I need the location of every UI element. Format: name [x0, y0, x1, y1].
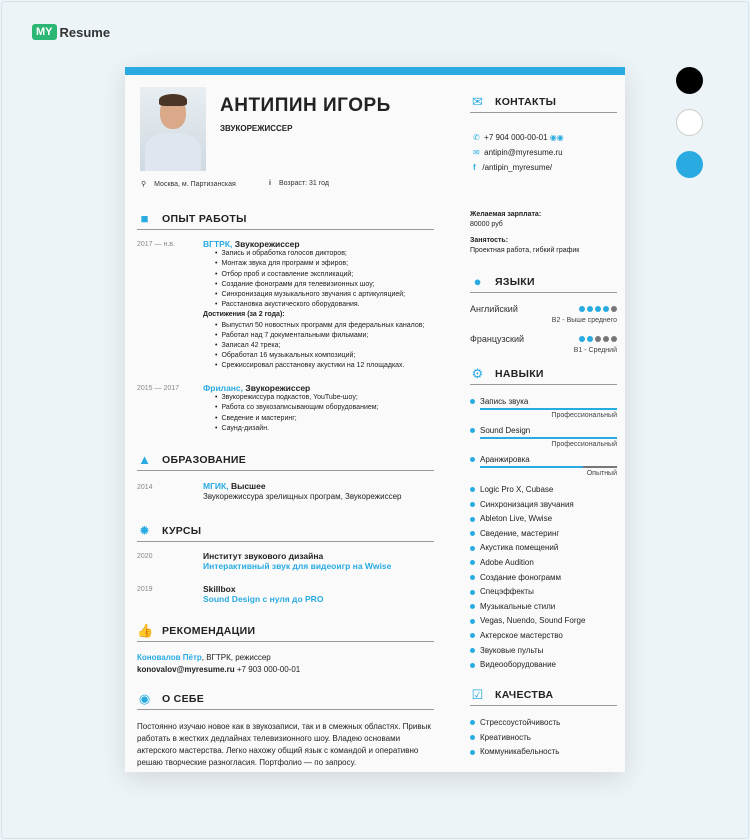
language-item — [470, 304, 617, 324]
graduation-cap-icon: ▲ — [138, 452, 151, 467]
language-level: B1 - Средний — [573, 347, 617, 354]
age-text: Возраст: 31 год — [278, 180, 329, 187]
language-level: B2 - Выше среднего — [551, 317, 617, 324]
course-org: Skillbox — [203, 584, 236, 594]
section-qualities — [470, 688, 617, 706]
section-languages — [470, 275, 617, 293]
phone-icon: ✆ — [473, 133, 480, 142]
duty: • Запись и обработка голосов дикторов; — [215, 249, 424, 259]
recommendation — [137, 652, 300, 676]
location-text: Москва, м. Партизанская — [154, 180, 236, 188]
phone[interactable]: +7 904 000-00-01 — [484, 133, 548, 142]
quality-list — [470, 716, 560, 760]
info-icon: i — [269, 180, 271, 187]
resume-sheet — [125, 67, 625, 772]
salary-label: Желаемая зарплата: — [470, 211, 542, 218]
color-swatch-white[interactable] — [676, 109, 703, 136]
section-title: КОНТАКТЫ — [495, 95, 557, 108]
candidate-name: АНТИПИН ИГОРЬ — [220, 95, 391, 116]
degree: Высшее — [230, 481, 266, 491]
achievement: • Выпустил 50 новостных программ для федеральных каналов; — [215, 321, 424, 331]
list-item: Синхронизация звучания — [470, 498, 585, 513]
list-item: Акустика помещений — [470, 541, 585, 556]
list-item: Звуковые пульты — [470, 644, 585, 659]
email[interactable]: antipin@myresume.ru — [484, 148, 563, 157]
level-dot — [579, 306, 585, 312]
specialty: Звукорежиссура зрелищных програм, Звукорежиссер — [203, 492, 402, 502]
list-item: Создание фонограмм — [470, 571, 585, 586]
recommender-name: Коновалов Пётр — [137, 653, 202, 662]
duty: • Сведение и мастеринг; — [215, 414, 379, 424]
envelope-icon: ✉ — [472, 94, 483, 109]
course-year: 2020 — [137, 553, 153, 560]
section-courses — [137, 524, 434, 542]
color-swatch-black[interactable] — [676, 67, 703, 94]
facebook[interactable]: /antipin_myresume/ — [482, 163, 553, 172]
language-name: Английский — [470, 304, 518, 314]
duty: • Отбор проб и составление экспликаций; — [215, 270, 424, 280]
duty: • Создание фонограмм для телевизионных шоу; — [215, 280, 424, 290]
job-position: Звукорежиссер — [234, 239, 300, 249]
skill-rated — [470, 426, 617, 448]
list-item: Спецэффекты — [470, 585, 585, 600]
skill-bar — [480, 437, 617, 439]
employment-label: Занятость: — [470, 237, 509, 244]
achievements-title: Достижения (за 2 года): — [203, 311, 285, 319]
course-org: Институт звукового дизайна — [203, 551, 324, 561]
list-item: Logic Pro X, Cubase — [470, 483, 585, 498]
section-skills — [470, 367, 617, 385]
skill-name: Sound Design — [480, 426, 531, 435]
duty: • Работа со звукозаписывающим оборудованием; — [215, 403, 379, 413]
section-title: КУРСЫ — [162, 524, 202, 537]
list-item: Сведение, мастеринг — [470, 527, 585, 542]
location — [141, 180, 236, 188]
profile-photo — [140, 87, 206, 171]
email-icon: ✉ — [473, 148, 480, 157]
skill-bar — [480, 466, 617, 468]
language-dots — [579, 336, 617, 342]
level-dot — [587, 336, 593, 342]
list-item: Ableton Live, Wwise — [470, 512, 585, 527]
gears-icon: ⚙ — [471, 366, 484, 381]
job-dates: 2017 — н.в. — [137, 241, 175, 248]
list-item: Креативность — [470, 731, 560, 746]
contact-list — [473, 130, 564, 175]
school[interactable]: МГИК, — [203, 481, 229, 491]
section-recommendations — [137, 624, 434, 642]
level-dot — [579, 336, 585, 342]
language-dots — [579, 306, 617, 312]
section-about — [137, 692, 434, 710]
skill-bar-fill — [480, 466, 583, 468]
skill-bar — [480, 408, 617, 410]
whatsapp-telegram-icon: ◉◉ — [549, 133, 564, 142]
list-item: Видеооборудование — [470, 658, 585, 673]
job-entry — [203, 239, 424, 372]
section-title: РЕКОМЕНДАЦИИ — [162, 624, 256, 637]
course-name[interactable]: Интерактивный звук для видеоигр на Wwise — [203, 561, 392, 572]
skill-bar-fill — [480, 437, 617, 439]
job-dates: 2015 — 2017 — [137, 385, 180, 392]
recommender-info: , ВГТРК, режиссер — [201, 653, 271, 662]
duty: • Звукорежиссура подкастов, YouTube-шоу; — [215, 393, 379, 403]
section-title: НАВЫКИ — [495, 367, 544, 380]
education-year: 2014 — [137, 484, 153, 491]
section-title: ОБРАЗОВАНИЕ — [162, 453, 247, 466]
duty: • Саунд-дизайн. — [215, 424, 379, 434]
duty: • Монтаж звука для программ и эфиров; — [215, 259, 424, 269]
user-icon: ◉ — [138, 691, 151, 706]
list-item: Музыкальные стили — [470, 600, 585, 615]
achievement: • Обработал 16 музыкальных композиций; — [215, 351, 424, 361]
section-education — [137, 453, 434, 471]
list-item: Стрессоустойчивость — [470, 716, 560, 731]
achievement: • Работал над 7 документальными фильмами; — [215, 331, 424, 341]
skill-bar-fill — [480, 408, 617, 410]
level-dot — [611, 306, 617, 312]
job-entry — [203, 383, 379, 434]
course-entry — [203, 584, 323, 604]
skill-rated — [470, 397, 617, 419]
job-company[interactable]: ВГТРК, — [203, 239, 233, 249]
facebook-icon: f — [473, 163, 476, 172]
candidate-role: ЗВУКОРЕЖИССЕР — [220, 124, 293, 133]
job-position: Звукорежиссер — [245, 383, 311, 393]
section-title: ОПЫТ РАБОТЫ — [162, 212, 247, 225]
logo-my: MY — [32, 24, 57, 40]
course-entry — [203, 551, 391, 571]
skill-level: Профессиональный — [551, 412, 617, 419]
skill-list — [470, 483, 585, 673]
skill-name: Аранжировка — [480, 455, 530, 464]
language-name: Французский — [470, 334, 524, 344]
education-entry — [203, 481, 401, 503]
level-dot — [603, 336, 609, 342]
achievement: • Записал 42 трека; — [215, 341, 424, 351]
section-experience — [137, 212, 434, 230]
checkbox-icon: ☑ — [471, 687, 484, 702]
skill-rated — [470, 455, 617, 477]
list-item: Vegas, Nuendo, Sound Forge — [470, 614, 585, 629]
recommender-email[interactable]: konovalov@myresume.ru — [137, 665, 235, 674]
skill-name: Запись звука — [480, 397, 529, 406]
level-dot — [595, 336, 601, 342]
thumbs-up-icon: 👍 — [137, 623, 154, 638]
list-item: Актерское мастерство — [470, 629, 585, 644]
recommender-phone: +7 903 000-00-01 — [234, 665, 301, 674]
about-text: Постоянно изучаю новое как в звукозаписи, так и в смежных областях. Привык работать в жестких дедлайнах телевизионного шоу. Владею основами актерского мастерства. Легко нахожу общий язык с командой и оперативно решаю творческие разногласия. Портфолио — по запросу. — [137, 722, 431, 767]
level-dot — [595, 306, 601, 312]
badge-icon: ✹ — [139, 523, 150, 538]
section-title: ЯЗЫКИ — [495, 275, 535, 288]
duty: • Расстановка акустического оборудования. — [215, 300, 424, 310]
skill-level: Опытный — [586, 470, 617, 477]
level-dot — [603, 306, 609, 312]
map-pin-icon: ⚲ — [141, 181, 147, 188]
skill-level: Профессиональный — [551, 441, 617, 448]
job-company[interactable]: Фриланс, — [203, 383, 244, 393]
list-item: Adobe Audition — [470, 556, 585, 571]
briefcase-icon: ■ — [140, 211, 149, 226]
level-dot — [611, 336, 617, 342]
logo-resume: Resume — [59, 24, 111, 40]
achievement: • Срежиссировал расстановку акустики на 12 площадках. — [215, 361, 424, 371]
section-title: КАЧЕСТВА — [495, 688, 554, 701]
logo[interactable] — [32, 24, 110, 40]
color-swatch-blue[interactable] — [676, 151, 703, 178]
salary: 80000 руб — [470, 221, 503, 228]
course-name[interactable]: Sound Design с нуля до PRO — [203, 594, 324, 605]
course-year: 2019 — [137, 586, 153, 593]
age — [269, 180, 329, 187]
language-item — [470, 334, 617, 354]
duty: • Синхронизация музыкального звучания с артикуляцией; — [215, 290, 424, 300]
level-dot — [587, 306, 593, 312]
employment: Проектная работа, гибкий график — [470, 247, 580, 254]
salary-info — [470, 210, 579, 256]
section-contacts — [470, 95, 617, 113]
section-title: О СЕБЕ — [162, 692, 205, 705]
globe-icon: ● — [473, 274, 482, 289]
list-item: Коммуникабельность — [470, 745, 560, 760]
